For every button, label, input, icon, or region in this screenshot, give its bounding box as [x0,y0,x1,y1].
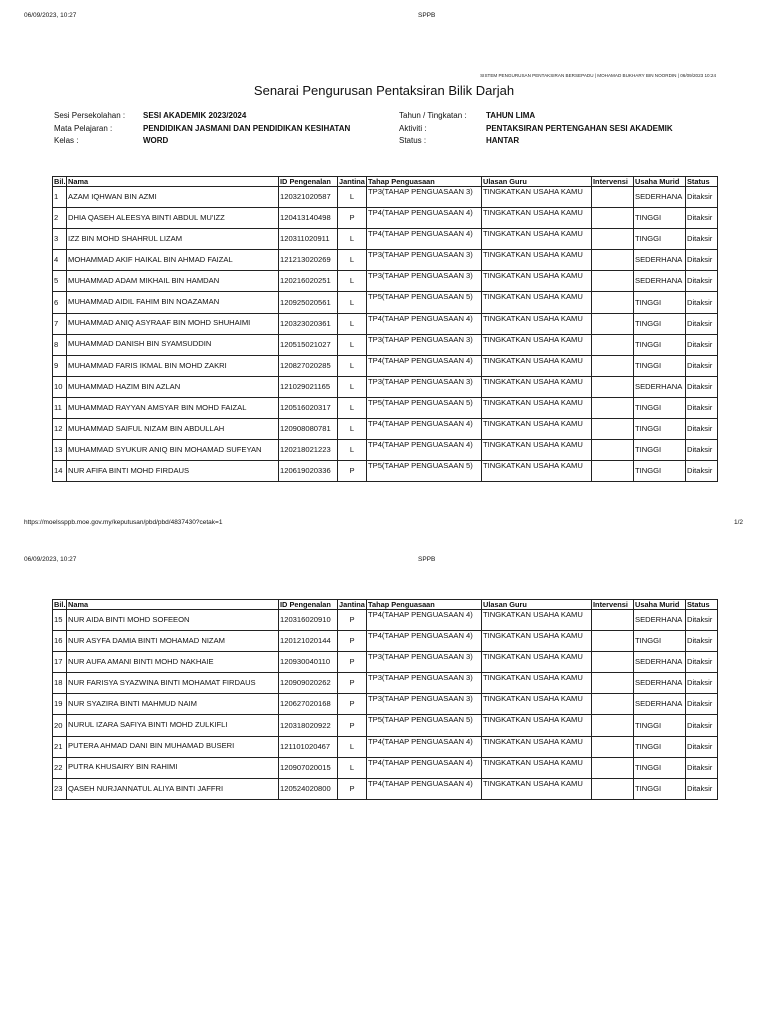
ulasan-cell: TINGKATKAN USAHA KAMU [482,208,592,229]
bil-cell: 9 [53,355,67,376]
table-row [53,610,718,631]
table-row [53,778,718,799]
table-row [53,271,718,292]
usaha-cell: TINGGI [634,397,686,418]
nama-cell: MUHAMMAD ANIQ ASYRAAF BIN MOHD SHUHAIMI [67,313,279,334]
jantina-cell: P [338,673,367,694]
tahap-cell: TP4(TAHAP PENGUASAAN 4) [367,313,482,334]
intervensi-cell [592,334,634,355]
bil-cell: 20 [53,715,67,736]
usaha-cell: TINGGI [634,631,686,652]
table-row [53,376,718,397]
jantina-cell: P [338,461,367,482]
nama-cell: MUHAMMAD HAZIM BIN AZLAN [67,376,279,397]
column-header-id: ID Pengenalan [279,600,338,610]
id-cell: 120218021223 [279,440,338,461]
nama-cell: MOHAMMAD AKIF HAIKAL BIN AHMAD FAIZAL [67,250,279,271]
table-row [53,229,718,250]
jantina-cell: L [338,355,367,376]
bil-cell: 11 [53,397,67,418]
tahap-cell: TP4(TAHAP PENGUASAAN 4) [367,736,482,757]
ulasan-cell: TINGKATKAN USAHA KAMU [482,419,592,440]
page-number: 1/2 [734,519,744,526]
intervensi-cell [592,757,634,778]
ulasan-cell: TINGKATKAN USAHA KAMU [482,694,592,715]
status-label: Status : [399,136,427,145]
bil-cell: 23 [53,778,67,799]
ulasan-cell: TINGKATKAN USAHA KAMU [482,334,592,355]
jantina-cell: L [338,292,367,313]
bil-cell: 22 [53,757,67,778]
bil-cell: 13 [53,440,67,461]
status-value: HANTAR [486,136,520,145]
ulasan-cell: TINGKATKAN USAHA KAMU [482,673,592,694]
nama-cell: PUTRA KHUSAIRY BIN RAHIMI [67,757,279,778]
nama-cell: NUR AFIFA BINTI MOHD FIRDAUS [67,461,279,482]
intervensi-cell [592,652,634,673]
jantina-cell: L [338,376,367,397]
status-cell: Ditaksir [686,292,718,313]
id-cell: 120318020922 [279,715,338,736]
usaha-cell: SEDERHANA [634,187,686,208]
assessment-table-page-1 [52,176,718,482]
tahap-cell: TP4(TAHAP PENGUASAAN 4) [367,355,482,376]
nama-cell: MUHAMMAD FARIS IKMAL BIN MOHD ZAKRI [67,355,279,376]
bil-cell: 6 [53,292,67,313]
id-cell: 120619020336 [279,461,338,482]
sesi-value: SESI AKADEMIK 2023/2024 [143,111,247,120]
nama-cell: MUHAMMAD DANISH BIN SYAMSUDDIN [67,334,279,355]
usaha-cell: TINGGI [634,313,686,334]
bil-cell: 2 [53,208,67,229]
status-cell: Ditaksir [686,652,718,673]
jantina-cell: L [338,229,367,250]
aktiviti-label: Aktiviti : [399,124,427,133]
tahap-cell: TP3(TAHAP PENGUASAAN 3) [367,673,482,694]
tahap-cell: TP4(TAHAP PENGUASAAN 4) [367,419,482,440]
id-cell: 120413140498 [279,208,338,229]
kelas-label: Kelas : [54,136,79,145]
id-cell: 120627020168 [279,694,338,715]
bil-cell: 12 [53,419,67,440]
table-row [53,757,718,778]
table-row [53,313,718,334]
nama-cell: MUHAMMAD ADAM MIKHAIL BIN HAMDAN [67,271,279,292]
nama-cell: AZAM IQHWAN BIN AZMI [67,187,279,208]
tahap-cell: TP5(TAHAP PENGUASAAN 5) [367,461,482,482]
jantina-cell: L [338,271,367,292]
status-cell: Ditaksir [686,229,718,250]
intervensi-cell [592,778,634,799]
nama-cell: NUR ASYFA DAMIA BINTI MOHAMAD NIZAM [67,631,279,652]
intervensi-cell [592,187,634,208]
intervensi-cell [592,376,634,397]
ulasan-cell: TINGKATKAN USAHA KAMU [482,313,592,334]
bil-cell: 3 [53,229,67,250]
nama-cell: MUHAMMAD AIDIL FAHIM BIN NOAZAMAN [67,292,279,313]
column-header-tahap: Tahap Penguasaan [367,600,482,610]
status-cell: Ditaksir [686,355,718,376]
print-datetime-page-2: 06/09/2023, 10:27 [24,556,77,563]
usaha-cell: SEDERHANA [634,652,686,673]
jantina-cell: L [338,397,367,418]
tahap-cell: TP3(TAHAP PENGUASAAN 3) [367,376,482,397]
intervensi-cell [592,355,634,376]
status-cell: Ditaksir [686,673,718,694]
bil-cell: 1 [53,187,67,208]
tahap-cell: TP4(TAHAP PENGUASAAN 4) [367,440,482,461]
ulasan-cell: TINGKATKAN USAHA KAMU [482,187,592,208]
print-app-name: SPPB [418,12,436,19]
usaha-cell: TINGGI [634,736,686,757]
id-cell: 120925020561 [279,292,338,313]
column-header-ulasan: Ulasan Guru [482,177,592,187]
usaha-cell: TINGGI [634,229,686,250]
jantina-cell: L [338,250,367,271]
tahap-cell: TP5(TAHAP PENGUASAAN 5) [367,292,482,313]
status-cell: Ditaksir [686,461,718,482]
usaha-cell: SEDERHANA [634,271,686,292]
status-cell: Ditaksir [686,778,718,799]
column-header-bil: Bil. [54,599,66,609]
column-header-intervensi: Intervensi [592,177,634,187]
status-cell: Ditaksir [686,736,718,757]
column-header-bil: Bil. [54,176,66,186]
intervensi-cell [592,631,634,652]
bil-cell: 19 [53,694,67,715]
usaha-cell: TINGGI [634,334,686,355]
column-header-ulasan: Ulasan Guru [482,600,592,610]
tahap-cell: TP4(TAHAP PENGUASAAN 4) [367,610,482,631]
id-cell: 120311020911 [279,229,338,250]
status-cell: Ditaksir [686,610,718,631]
intervensi-cell [592,440,634,461]
column-header-nama: Nama [67,177,279,187]
jantina-cell: L [338,757,367,778]
ulasan-cell: TINGKATKAN USAHA KAMU [482,271,592,292]
jantina-cell: L [338,334,367,355]
nama-cell: NUR FARISYA SYAZWINA BINTI MOHAMAT FIRDAUS [67,673,279,694]
column-header-intervensi: Intervensi [592,600,634,610]
usaha-cell: TINGGI [634,292,686,313]
status-cell: Ditaksir [686,250,718,271]
table-row [53,694,718,715]
jantina-cell: P [338,715,367,736]
tahap-cell: TP4(TAHAP PENGUASAAN 4) [367,208,482,229]
tahap-cell: TP5(TAHAP PENGUASAAN 5) [367,715,482,736]
tahap-cell: TP4(TAHAP PENGUASAAN 4) [367,229,482,250]
bil-cell: 7 [53,313,67,334]
tahap-cell: TP3(TAHAP PENGUASAAN 3) [367,694,482,715]
column-header-tahap: Tahap Penguasaan [367,177,482,187]
id-cell: 120321020587 [279,187,338,208]
column-header-jantina: Jantina [339,599,365,609]
table-row [53,250,718,271]
column-header-id: ID Pengenalan [279,177,338,187]
ulasan-cell: TINGKATKAN USAHA KAMU [482,397,592,418]
status-cell: Ditaksir [686,208,718,229]
nama-cell: NUR SYAZIRA BINTI MAHMUD NAIM [67,694,279,715]
intervensi-cell [592,250,634,271]
table-row [53,397,718,418]
jantina-cell: P [338,208,367,229]
status-cell: Ditaksir [686,440,718,461]
usaha-cell: SEDERHANA [634,250,686,271]
nama-cell: NURUL IZARA SAFIYA BINTI MOHD ZULKIFLI [67,715,279,736]
usaha-cell: TINGGI [634,440,686,461]
jantina-cell: L [338,187,367,208]
intervensi-cell [592,461,634,482]
intervensi-cell [592,229,634,250]
status-cell: Ditaksir [686,397,718,418]
aktiviti-value: PENTAKSIRAN PERTENGAHAN SESI AKADEMIK [486,124,673,133]
id-cell: 120827020285 [279,355,338,376]
nama-cell: NUR AIDA BINTI MOHD SOFEEON [67,610,279,631]
usaha-cell: TINGGI [634,355,686,376]
jantina-cell: P [338,778,367,799]
sesi-label: Sesi Persekolahan : [54,111,126,120]
nama-cell: MUHAMMAD SYUKUR ANIQ BIN MOHAMAD SUFEYAN [67,440,279,461]
system-info-line: SISTEM PENGURUSAN PENTAKSIRAN BERSEPADU | MOHAMAD BUKHARY BIN NOORDIN | 06/09/2023 10:24 [480,73,716,78]
id-cell: 120121020144 [279,631,338,652]
bil-cell: 5 [53,271,67,292]
column-header-status: Status [686,177,718,187]
intervensi-cell [592,419,634,440]
table-row [53,208,718,229]
mapel-label: Mata Pelajaran : [54,124,113,133]
page-title: Senarai Pengurusan Pentaksiran Bilik Darjah [253,83,515,98]
table-header-row [53,177,718,187]
usaha-cell: SEDERHANA [634,610,686,631]
intervensi-cell [592,397,634,418]
intervensi-cell [592,694,634,715]
tahap-cell: TP4(TAHAP PENGUASAAN 4) [367,757,482,778]
column-header-usaha: Usaha Murid [634,177,686,187]
jantina-cell: P [338,631,367,652]
id-cell: 120524020800 [279,778,338,799]
ulasan-cell: TINGKATKAN USAHA KAMU [482,461,592,482]
id-cell: 120516020317 [279,397,338,418]
nama-cell: PUTERA AHMAD DANI BIN MUHAMAD BUSERI [67,736,279,757]
status-cell: Ditaksir [686,376,718,397]
intervensi-cell [592,271,634,292]
tahap-cell: TP4(TAHAP PENGUASAAN 4) [367,778,482,799]
table-row [53,334,718,355]
intervensi-cell [592,208,634,229]
print-app-name-page-2: SPPB [418,556,436,563]
bil-cell: 10 [53,376,67,397]
ulasan-cell: TINGKATKAN USAHA KAMU [482,376,592,397]
tahap-cell: TP4(TAHAP PENGUASAAN 4) [367,631,482,652]
tahap-cell: TP3(TAHAP PENGUASAAN 3) [367,334,482,355]
status-cell: Ditaksir [686,757,718,778]
jantina-cell: L [338,313,367,334]
tahap-cell: TP3(TAHAP PENGUASAAN 3) [367,652,482,673]
nama-cell: MUHAMMAD SAIFUL NIZAM BIN ABDULLAH [67,419,279,440]
table-row [53,187,718,208]
bil-cell: 16 [53,631,67,652]
id-cell: 120907020015 [279,757,338,778]
usaha-cell: TINGGI [634,715,686,736]
ulasan-cell: TINGKATKAN USAHA KAMU [482,736,592,757]
column-header-status: Status [686,600,718,610]
column-header-jantina: Jantina [339,176,365,186]
jantina-cell: L [338,736,367,757]
id-cell: 120909020262 [279,673,338,694]
id-cell: 121101020467 [279,736,338,757]
ulasan-cell: TINGKATKAN USAHA KAMU [482,757,592,778]
bil-cell: 15 [53,610,67,631]
ulasan-cell: TINGKATKAN USAHA KAMU [482,652,592,673]
id-cell: 120908080781 [279,419,338,440]
table-row [53,652,718,673]
usaha-cell: SEDERHANA [634,376,686,397]
status-cell: Ditaksir [686,187,718,208]
jantina-cell: L [338,419,367,440]
jantina-cell: P [338,694,367,715]
ulasan-cell: TINGKATKAN USAHA KAMU [482,292,592,313]
ulasan-cell: TINGKATKAN USAHA KAMU [482,250,592,271]
intervensi-cell [592,736,634,757]
jantina-cell: L [338,440,367,461]
kelas-value: WORD [143,136,169,145]
tahun-value: TAHUN LIMA [486,111,536,120]
id-cell: 120323020361 [279,313,338,334]
status-cell: Ditaksir [686,694,718,715]
table-row [53,440,718,461]
tahap-cell: TP3(TAHAP PENGUASAAN 3) [367,271,482,292]
table-row [53,292,718,313]
usaha-cell: TINGGI [634,461,686,482]
jantina-cell: P [338,652,367,673]
status-cell: Ditaksir [686,271,718,292]
nama-cell: QASEH NURJANNATUL ALIYA BINTI JAFFRI [67,778,279,799]
status-cell: Ditaksir [686,313,718,334]
bil-cell: 8 [53,334,67,355]
ulasan-cell: TINGKATKAN USAHA KAMU [482,229,592,250]
table-row [53,461,718,482]
table-row [53,631,718,652]
nama-cell: MUHAMMAD RAYYAN AMSYAR BIN MOHD FAIZAL [67,397,279,418]
usaha-cell: TINGGI [634,778,686,799]
usaha-cell: TINGGI [634,208,686,229]
status-cell: Ditaksir [686,715,718,736]
ulasan-cell: TINGKATKAN USAHA KAMU [482,778,592,799]
intervensi-cell [592,313,634,334]
table-row [53,355,718,376]
id-cell: 120216020251 [279,271,338,292]
bil-cell: 21 [53,736,67,757]
intervensi-cell [592,610,634,631]
tahun-label: Tahun / Tingkatan : [399,111,467,120]
jantina-cell: P [338,610,367,631]
nama-cell: NUR AUFA AMANI BINTI MOHD NAKHAIE [67,652,279,673]
status-cell: Ditaksir [686,419,718,440]
ulasan-cell: TINGKATKAN USAHA KAMU [482,610,592,631]
print-datetime: 06/09/2023, 10:27 [24,12,77,19]
assessment-table-page-2 [52,599,718,800]
status-cell: Ditaksir [686,334,718,355]
bil-cell: 18 [53,673,67,694]
table-header-row [53,600,718,610]
nama-cell: IZZ BIN MOHD SHAHRUL LIZAM [67,229,279,250]
intervensi-cell [592,673,634,694]
column-header-usaha: Usaha Murid [634,600,686,610]
id-cell: 120515021027 [279,334,338,355]
id-cell: 120930040110 [279,652,338,673]
intervensi-cell [592,715,634,736]
status-cell: Ditaksir [686,631,718,652]
nama-cell: DHIA QASEH ALEESYA BINTI ABDUL MU'IZZ [67,208,279,229]
table-row [53,419,718,440]
ulasan-cell: TINGKATKAN USAHA KAMU [482,631,592,652]
print-url[interactable]: https://moelssppb.moe.gov.my/keputusan/pbd/pbd/4837430?cetak=1 [24,519,223,526]
usaha-cell: TINGGI [634,757,686,778]
usaha-cell: SEDERHANA [634,673,686,694]
intervensi-cell [592,292,634,313]
tahap-cell: TP5(TAHAP PENGUASAAN 5) [367,397,482,418]
ulasan-cell: TINGKATKAN USAHA KAMU [482,355,592,376]
table-row [53,673,718,694]
bil-cell: 4 [53,250,67,271]
id-cell: 120316020910 [279,610,338,631]
ulasan-cell: TINGKATKAN USAHA KAMU [482,440,592,461]
table-row [53,736,718,757]
bil-cell: 14 [53,461,67,482]
usaha-cell: TINGGI [634,419,686,440]
id-cell: 121213020269 [279,250,338,271]
bil-cell: 17 [53,652,67,673]
id-cell: 121029021165 [279,376,338,397]
ulasan-cell: TINGKATKAN USAHA KAMU [482,715,592,736]
column-header-nama: Nama [67,600,279,610]
tahap-cell: TP3(TAHAP PENGUASAAN 3) [367,187,482,208]
usaha-cell: SEDERHANA [634,694,686,715]
mapel-value: PENDIDIKAN JASMANI DAN PENDIDIKAN KESIHATAN [143,124,351,133]
table-row [53,715,718,736]
tahap-cell: TP3(TAHAP PENGUASAAN 3) [367,250,482,271]
